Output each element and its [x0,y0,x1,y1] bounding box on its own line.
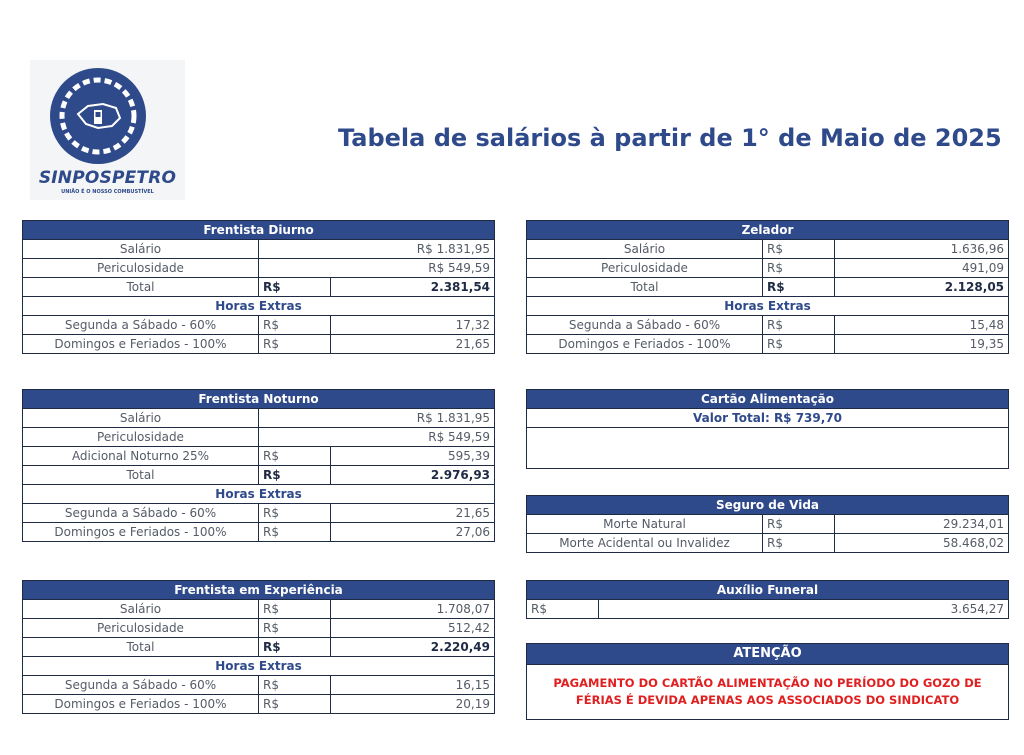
row-currency: R$ [763,278,835,297]
table-row [23,409,495,428]
table-row [527,240,1009,259]
row-label: Total [23,278,259,297]
row-label: Segunda a Sábado - 60% [527,316,763,335]
table-zelador [526,220,1009,354]
row-value: 595,39 [331,447,495,466]
table-row [23,259,495,278]
table-auxilio-funeral [526,580,1009,619]
row-currency: R$ [259,638,331,657]
table-row [527,335,1009,354]
subheader-horas-extras: Horas Extras [23,297,495,316]
table-header: Seguro de Vida [527,496,1009,515]
row-value: 17,32 [331,316,495,335]
logo-tagline: UNIÃO É O NOSSO COMBUSTÍVEL [61,189,154,195]
row-currency: R$ [259,600,331,619]
row-label: Salário [23,240,259,259]
cartao-valor-label: Valor Total: [692,411,770,425]
atencao-header: ATENÇÃO [527,644,1009,665]
table-seguro-de-vida [526,495,1009,553]
row-label: Salário [23,600,259,619]
row-value: 27,06 [331,523,495,542]
table-row [23,240,495,259]
table-frentista-experiencia [22,580,495,714]
table-header: Frentista em Experiência [23,581,495,600]
row-label: Adicional Noturno 25% [23,447,259,466]
row-currency: R$ [763,259,835,278]
row-value: 2.128,05 [835,278,1009,297]
row-currency: R$ [763,240,835,259]
subheader-horas-extras: Horas Extras [23,657,495,676]
row-currency: R$ [763,335,835,354]
row-currency: R$ [259,619,331,638]
row-currency: R$ [763,534,835,553]
sinpospetro-logo [30,60,185,200]
row-label: Total [527,278,763,297]
table-row [527,316,1009,335]
subheader-horas-extras: Horas Extras [527,297,1009,316]
row-value: 15,48 [835,316,1009,335]
row-currency: R$ [259,335,331,354]
row-currency: R$ [259,504,331,523]
row-label: Periculosidade [23,428,259,447]
row-label: Periculosidade [527,259,763,278]
table-row [23,447,495,466]
row-value: 1.636,96 [835,240,1009,259]
cartao-valor: R$ 739,70 [773,411,843,425]
table-row [527,534,1009,553]
table-row [527,600,1009,619]
row-currency: R$ [763,515,835,534]
table-row [527,278,1009,297]
empty-cell [527,428,1009,469]
table-row [527,259,1009,278]
atencao-message: PAGAMENTO DO CARTÃO ALIMENTAÇÃO NO PERÍODO DO GOZO DE FÉRIAS É DEVIDA APENAS AOS ASSOCIADOS DO SINDICATO [527,665,1009,720]
page-title: Tabela de salários à partir de 1° de Maio de 2025 [338,124,1002,152]
row-label: Segunda a Sábado - 60% [23,676,259,695]
table-header: Frentista Diurno [23,221,495,240]
row-value: R$ 549,59 [259,428,495,447]
table-header: Cartão Alimentação [527,390,1009,409]
table-row [23,638,495,657]
row-currency: R$ [259,676,331,695]
row-value: R$ 549,59 [259,259,495,278]
table-row [23,316,495,335]
row-value: 20,19 [331,695,495,714]
table-row [23,428,495,447]
row-value: 21,65 [331,504,495,523]
row-value: 58.468,02 [835,534,1009,553]
table-row [23,676,495,695]
row-value: 1.708,07 [331,600,495,619]
row-currency: R$ [259,695,331,714]
row-value: 491,09 [835,259,1009,278]
table-header: Auxílio Funeral [527,581,1009,600]
cartao-valor-row [527,409,1009,428]
row-currency: R$ [259,316,331,335]
row-currency: R$ [527,600,599,619]
row-value: R$ 1.831,95 [259,409,495,428]
table-atencao [526,643,1009,720]
chain-circle-emblem-icon [48,66,148,166]
table-header: Zelador [527,221,1009,240]
table-row [23,695,495,714]
row-label: Domingos e Feriados - 100% [23,695,259,714]
table-frentista-noturno [22,389,495,542]
row-label: Segunda a Sábado - 60% [23,316,259,335]
table-row [23,619,495,638]
row-label: Periculosidade [23,259,259,278]
subheader-horas-extras: Horas Extras [23,485,495,504]
row-value: 29.234,01 [835,515,1009,534]
row-value: 19,35 [835,335,1009,354]
row-value: R$ 1.831,95 [259,240,495,259]
row-currency: R$ [259,466,331,485]
row-label: Domingos e Feriados - 100% [23,335,259,354]
row-value: 21,65 [331,335,495,354]
logo-name: SINPOSPETRO [38,168,177,188]
row-label: Salário [23,409,259,428]
table-cartao-alimentacao [526,389,1009,469]
table-header: Frentista Noturno [23,390,495,409]
row-label: Segunda a Sábado - 60% [23,504,259,523]
table-row [23,523,495,542]
row-currency: R$ [259,447,331,466]
table-row [23,278,495,297]
row-label: Total [23,466,259,485]
row-value: 512,42 [331,619,495,638]
row-label: Morte Natural [527,515,763,534]
row-value: 2.976,93 [331,466,495,485]
table-row [23,466,495,485]
table-row [527,515,1009,534]
table-frentista-diurno [22,220,495,354]
row-value: 2.381,54 [331,278,495,297]
row-currency: R$ [763,316,835,335]
row-value: 2.220,49 [331,638,495,657]
row-label: Domingos e Feriados - 100% [23,523,259,542]
row-currency: R$ [259,278,331,297]
row-label: Periculosidade [23,619,259,638]
row-label: Domingos e Feriados - 100% [527,335,763,354]
row-currency: R$ [259,523,331,542]
row-label: Total [23,638,259,657]
table-row [23,504,495,523]
row-label: Salário [527,240,763,259]
table-row [23,335,495,354]
row-value: 16,15 [331,676,495,695]
row-label: Morte Acidental ou Invalidez [527,534,763,553]
table-row [23,600,495,619]
row-value: 3.654,27 [599,600,1009,619]
table-row [527,409,1009,428]
